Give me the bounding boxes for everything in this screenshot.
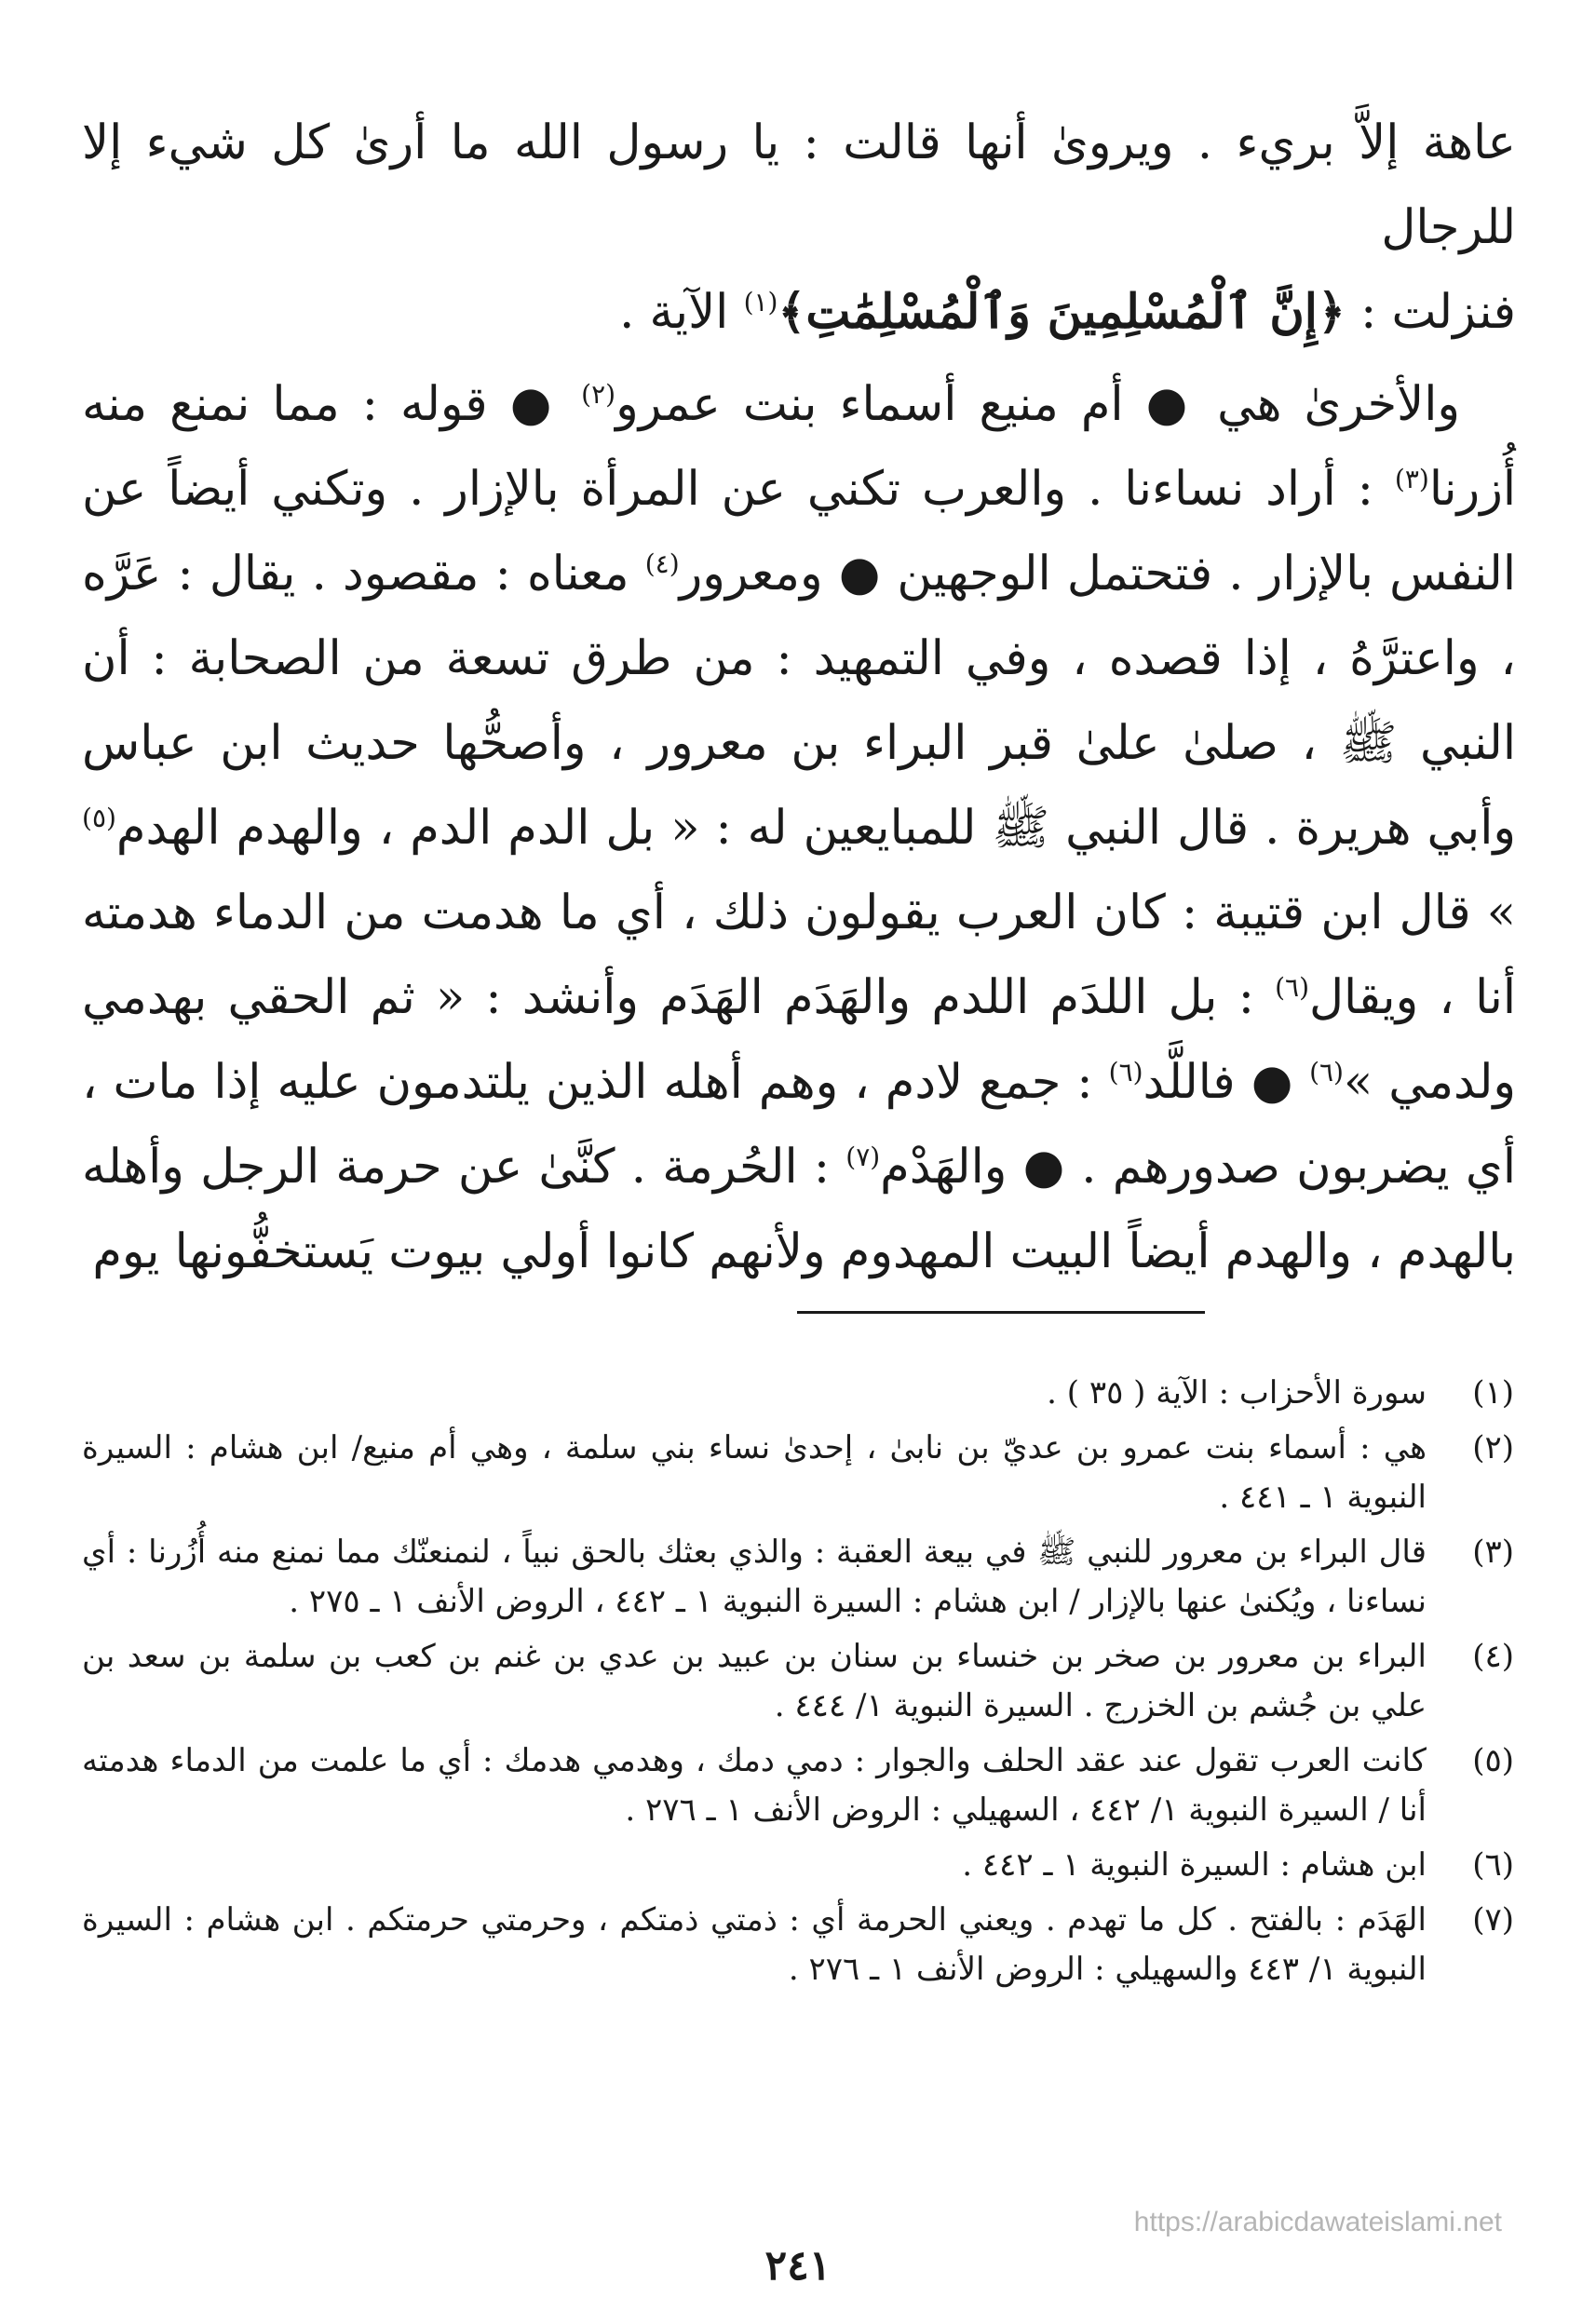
footnote-ref-7[interactable]: (٧) — [845, 1142, 881, 1172]
paragraph-1-line-2-start: فنزلت : — [1345, 285, 1516, 340]
paragraph-2-part-e: » قال ابن قتيبة : كان العرب يقولون ذلك ، أي ما هدمت من الدماء هدمته أنا ، ويقال — [82, 885, 1516, 1025]
paragraph-1-line-1: عاهة إلاَّ بريء . ويروىٰ أنها قالت : يا رسول الله ما أرىٰ كل شيء إلا للرجال — [82, 115, 1516, 255]
paragraph-1-line-2-end: الآية . — [619, 285, 744, 340]
paragraph-2-part-i: : الحُرمة . كنَّىٰ عن حرمة الرجل وأهله بالهدم ، والهدم أيضاً البيت المهدوم ولأنهم كانوا أولي بيوت يَستخفُّونها يوم — [82, 1140, 1516, 1279]
footnote-ref-1[interactable]: (١) — [743, 287, 778, 318]
paragraph-2-part-f: : بل اللدَم اللدم والهَدَم الهَدَم وأنشد : « ثم الحقي بهدمي ولدمي » — [82, 970, 1516, 1110]
paragraph-2 — [82, 362, 1516, 1294]
paragraph-2-part-d: معناه : مقصود . يقال : عَرَّه ، واعترَّهُ ، إذا قصده ، وفي التمهيد : من طرق تسعة من الصحابة : أن النبي ﷺ ، صلىٰ علىٰ قبر البراء بن معرور ، وأصحُّها حديث ابن عباس وأبي هريرة . قال النبي ﷺ للمبايعين له : « بل الدم الدم ، والهدم الهدم — [82, 547, 1516, 856]
paragraph-2-part-h: : جمع لادم ، وهم أهله الذين يلتدمون عليه إذا مات ، أي يضربون صدورهم . ● والهَدْم — [82, 1055, 1516, 1195]
footnote-number: (٢) — [1472, 1429, 1514, 1466]
watermark-url: https://arabicdawateislami.net — [1133, 2207, 1502, 2237]
paragraph-1 — [82, 101, 1516, 355]
footnote-ref-3[interactable]: (٣) — [1394, 464, 1429, 494]
footnote-number: (٤) — [1472, 1638, 1514, 1675]
footnote-ref-6a[interactable]: (٦) — [1275, 972, 1309, 1003]
footnote-text: هي : أسماء بنت عمرو بن عديّ بن نابىٰ ، إحدىٰ نساء بني سلمة ، وهي أم منيع/ ابن هشام : السيرة النبوية ١ ـ ٤٤١ . — [82, 1429, 1427, 1516]
footnote-text: الهَدَم : بالفتح . كل ما تهدم . ويعني الحرمة أي : ذمتي ذمتكم ، وحرمتي حرمتكم . ابن هشام : السيرة النبوية ١/ ٤٤٣ والسهيلي : الروض الأنف ١ ـ ٢٧٦ . — [82, 1901, 1427, 1988]
footnote-item — [82, 1632, 1514, 1731]
footnote-ref-4[interactable]: (٤) — [644, 548, 680, 579]
footnotes — [82, 1369, 1514, 1994]
paragraph-2-part-g: ● فاللَّد — [1143, 1055, 1310, 1110]
page-number: ٢٤١ — [764, 2242, 832, 2290]
paragraph-2-part-b: ● قوله : مما نمنع منه أُزرنا — [82, 377, 1516, 517]
footnote-text: ابن هشام : السيرة النبوية ١ ـ ٤٤٢ . — [962, 1846, 1427, 1884]
footnote-number: (١) — [1472, 1374, 1514, 1412]
footnote-number: (٧) — [1472, 1901, 1514, 1939]
footnote-item — [82, 1736, 1514, 1835]
paragraph-2-part-c: : أراد نساءنا . والعرب تكني عن المرأة بالإزار . وتكني أيضاً عن النفس بالإزار . فتحتمل الوجهين ● ومعرور — [82, 462, 1516, 601]
footnote-number: (٦) — [1472, 1846, 1514, 1884]
paragraph-2-part-a: والأخرىٰ هي ● أم منيع أسماء بنت عمرو — [615, 377, 1461, 432]
quran-verse: ﴿إِنَّ ٱلْمُسْلِمِينَ وَٱلْمُسْلِمَٰتِ﴾ — [778, 284, 1346, 340]
footnote-ref-5[interactable]: (٥) — [82, 803, 116, 833]
footnote-ref-6c[interactable]: (٦) — [1108, 1057, 1143, 1088]
footnote-item — [82, 1896, 1514, 1994]
footnote-item — [82, 1528, 1514, 1627]
footnote-text: البراء بن معرور بن صخر بن خنساء بن سنان بن عبيد بن عدي بن غنم بن كعب بن سلمة بن سعد بن علي بن جُشم بن الخزرج . السيرة النبوية ١/ ٤٤٤ . — [82, 1638, 1427, 1724]
footnote-text: سورة الأحزاب : الآية ( ٣٥ ) . — [1047, 1374, 1427, 1412]
footnote-number: (٥) — [1472, 1742, 1514, 1779]
footnote-ref-6b[interactable]: (٦) — [1309, 1057, 1344, 1088]
footnote-text: قال البراء بن معرور للنبي ﷺ في بيعة العقبة : والذي بعثك بالحق نبياً ، لنمنعنّك مما نمنع منه أُزُرنا : أي نساءنا ، ويُكنىٰ عنها بالإزار / ابن هشام : السيرة النبوية ١ ـ ٤٤٢ ، الروض الأنف ١ ـ ٢٧٥ . — [82, 1534, 1427, 1620]
footnote-ref-2[interactable]: (٢) — [581, 379, 616, 410]
footnote-item — [82, 1841, 1514, 1890]
main-text — [82, 101, 1516, 1294]
footnote-number: (٣) — [1472, 1534, 1514, 1571]
footnote-text: كانت العرب تقول عند عقد الحلف والجوار : دمي دمك ، وهدمي هدمك : أي ما علمت من الدماء هدمته أنا / السيرة النبوية ١/ ٤٤٢ ، السهيلي : الروض الأنف ١ ـ ٢٧٦ . — [82, 1742, 1427, 1829]
footnote-item — [82, 1424, 1514, 1522]
footnote-divider — [797, 1311, 1205, 1314]
footnote-item — [82, 1369, 1514, 1418]
